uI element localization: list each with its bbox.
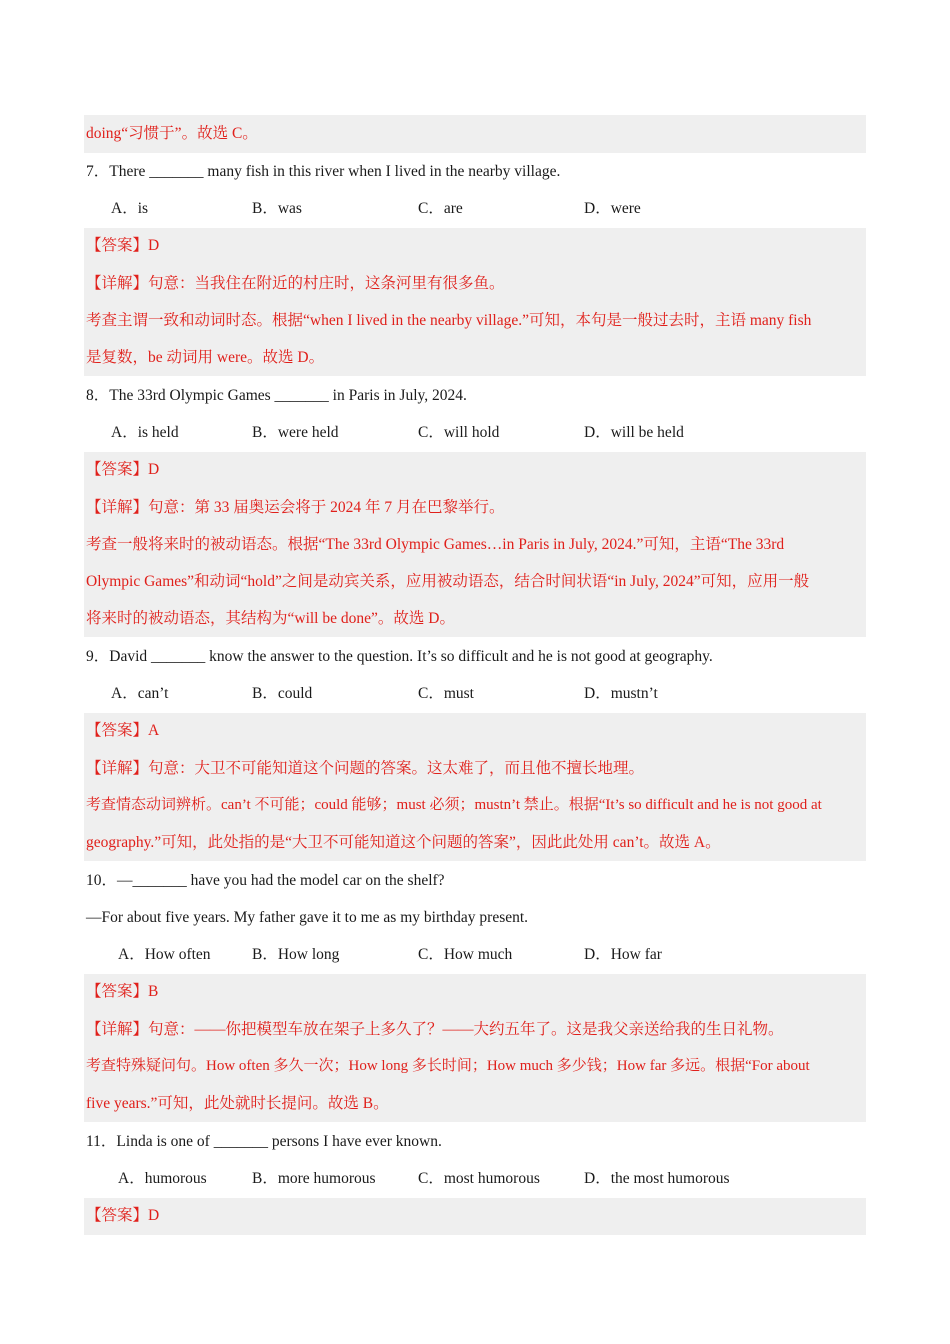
q10-option-a: A．How often [118, 946, 211, 963]
q7-option-a: A．is [111, 200, 149, 217]
q9-option-d: D．mustn’t [584, 685, 658, 702]
question-10-stem: 10．—_______ have you had the model car on the shelf? [86, 872, 445, 889]
q8-option-c: C．will hold [418, 424, 500, 441]
q11-answer: 【答案】D [86, 1207, 160, 1224]
q9-detail-line: geography.”可知，此处指的是“大卫不可能知道这个问题的答案”，因此此处用 can’t。故选 A。 [86, 834, 721, 851]
q11-option-d: D．the most humorous [584, 1170, 730, 1187]
question-11-stem: 11．Linda is one of _______ persons I have ever known. [86, 1133, 442, 1150]
q10-option-c: C．How much [418, 946, 513, 963]
q8-answer: 【答案】D [86, 461, 160, 478]
answer-block-shade [84, 1198, 866, 1235]
question-7-stem: 7．There _______ many fish in this river when I lived in the nearby village. [86, 163, 561, 180]
q8-option-a: A．is held [111, 424, 179, 441]
q9-detail-line: 【详解】句意：大卫不可能知道这个问题的答案。这太难了，而且他不擅长地理。 [86, 760, 645, 777]
q8-option-d: D．will be held [584, 424, 684, 441]
q7-detail-line: 【详解】句意：当我住在附近的村庄时，这条河里有很多鱼。 [86, 275, 505, 292]
q7-detail-line: 是复数，be 动词用 were。故选 D。 [86, 349, 325, 366]
q9-option-b: B．could [252, 685, 313, 702]
question-10-reply: —For about five years. My father gave it to me as my birthday present. [86, 909, 529, 926]
q10-answer: 【答案】B [86, 983, 159, 1000]
q11-option-a: A．humorous [118, 1170, 207, 1187]
q9-option-a: A．can’t [111, 685, 169, 702]
q10-detail-line: 【详解】句意：——你把模型车放在架子上多久了？——大约五年了。这是我父亲送给我的生日礼物。 [86, 1021, 784, 1038]
q9-detail-line: 考查情态动词辨析。can’t 不可能；could 能够；must 必须；mustn’t 禁止。根据“It’s so difficult and he is not good at [86, 797, 822, 813]
q10-option-b: B．How long [252, 946, 340, 963]
q10-detail-line: five years.”可知，此处就时长提问。故选 B。 [86, 1095, 389, 1112]
q8-detail-line: 【详解】句意：第 33 届奥运会将于 2024 年 7 月在巴黎举行。 [86, 499, 505, 516]
q11-option-b: B．more humorous [252, 1170, 376, 1187]
q7-answer: 【答案】D [86, 237, 160, 254]
q7-option-d: D．were [584, 200, 641, 217]
q9-answer: 【答案】A [86, 722, 160, 739]
q9-option-c: C．must [418, 685, 474, 702]
question-9-stem: 9．David _______ know the answer to the question. It’s so difficult and he is not good at geography. [86, 648, 713, 665]
q8-detail-line: 将来时的被动语态，其结构为“will be done”。故选 D。 [86, 610, 455, 627]
q10-option-d: D．How far [584, 946, 662, 963]
q7-option-c: C．are [418, 200, 463, 217]
q8-detail-line: Olympic Games”和动词“hold”之间是动宾关系，应用被动语态，结合时间状语“in July, 2024”可知，应用一般 [86, 573, 810, 590]
q11-option-c: C．most humorous [418, 1170, 540, 1187]
previous-explanation-tail: doing“习惯于”。故选 C。 [86, 125, 258, 142]
question-8-stem: 8．The 33rd Olympic Games _______ in Paris in July, 2024. [86, 387, 467, 404]
q8-detail-line: 考查一般将来时的被动语态。根据“The 33rd Olympic Games…in Paris in July, 2024.”可知，主语“The 33rd [86, 536, 785, 553]
q7-detail-line: 考查主谓一致和动词时态。根据“when I lived in the nearby village.”可知，本句是一般过去时，主语 many fish [86, 312, 812, 329]
q7-option-b: B．was [252, 200, 302, 217]
q10-detail-line: 考查特殊疑问句。How often 多久一次；How long 多长时间；How much 多少钱；How far 多远。根据“For about [86, 1058, 810, 1074]
q8-option-b: B．were held [252, 424, 339, 441]
